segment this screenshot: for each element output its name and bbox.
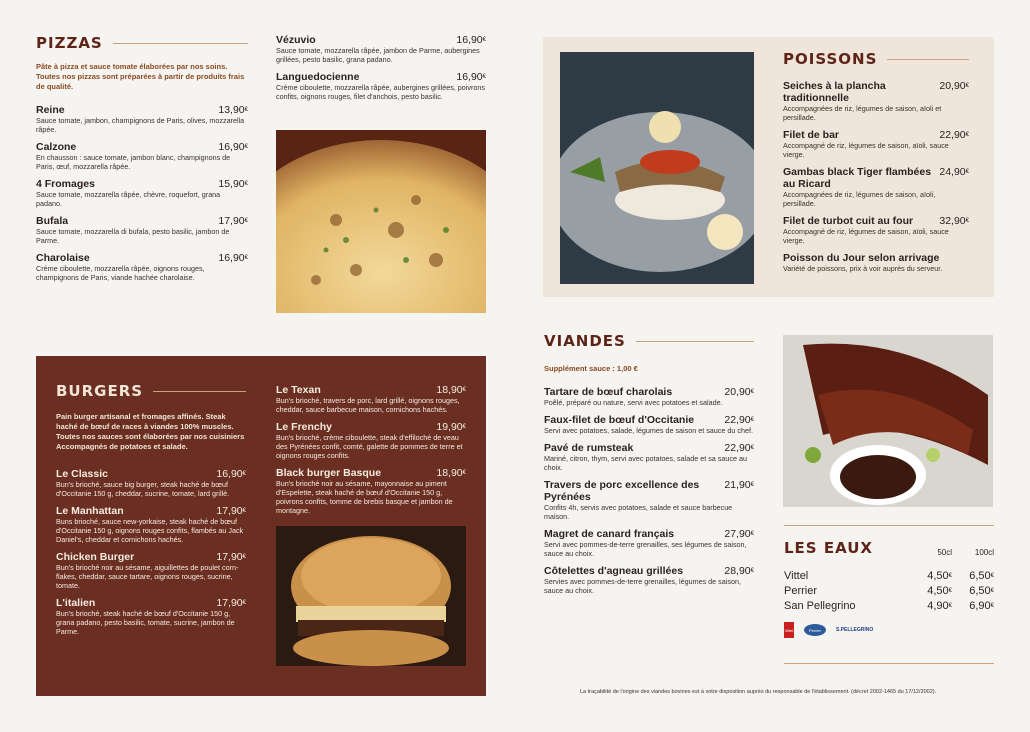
water-price-p2 xyxy=(952,599,994,614)
menu-item-name: Le Manhattan xyxy=(56,505,124,517)
menu-item-price xyxy=(724,565,754,577)
price-value: 6,50 xyxy=(969,570,991,582)
menu-item-name: Languedocienne xyxy=(276,71,360,83)
menu-item xyxy=(544,386,754,407)
menu-item-name: Le Classic xyxy=(56,468,108,480)
water-row xyxy=(784,569,994,584)
currency-symbol: € xyxy=(948,588,952,594)
menu-item xyxy=(56,597,246,636)
menu-item-price xyxy=(939,80,969,92)
menu-item xyxy=(783,166,969,208)
menu-item-desc: Buns brioché, sauce new-yorkaise, steak haché de bœuf d'Occitanie 150 g, oignons rouges confits, flambés au Jack Daniel's, cheddar et cornichons hachés. xyxy=(56,517,244,544)
menu-item-desc: Servi avec potatoes, salade, légumes de saison et sauce du chef. xyxy=(544,426,753,435)
footer-note: La traçabilité de l'origine des viandes bovines est à votre disposition auprès du responsable de l'établissement. (décret 2002-1465 du 17/12/2002). xyxy=(580,689,937,695)
pizzas-list xyxy=(36,104,248,282)
menu-item-head xyxy=(36,178,248,190)
menu-item-head xyxy=(783,166,969,190)
menu-item-name: Charolaise xyxy=(36,252,90,264)
menu-item xyxy=(56,505,246,544)
eaux-list xyxy=(784,569,994,614)
menu-item-name: Reine xyxy=(36,104,65,116)
currency-symbol: € xyxy=(242,471,246,477)
menu-item-name: Pavé de rumsteak xyxy=(544,442,634,454)
menu-item-desc: Crème ciboulette, mozzarella râpée, aubergines grillées, poivrons confits, oignons rouges, filet d'anchois, pesto basilic. xyxy=(276,83,485,101)
menu-item-name: Faux-filet de bœuf d'Occitanie xyxy=(544,414,695,426)
menu-item-head xyxy=(36,215,248,227)
menu-item-head xyxy=(544,479,754,503)
menu-item-head xyxy=(36,141,248,153)
currency-symbol: € xyxy=(244,218,248,224)
menu-item xyxy=(544,479,754,521)
menu-item-price xyxy=(218,178,248,190)
menu-item-price xyxy=(456,34,486,46)
currency-symbol: € xyxy=(750,445,754,451)
currency-symbol: € xyxy=(462,470,466,476)
menu-item-desc: Accompagnées de riz, légumes de saison, aïoli et persillade. xyxy=(783,104,942,122)
menu-item-name: Poisson du Jour selon arrivage xyxy=(783,252,940,264)
menu-item-desc: Sauce tomate, mozzarella di bufala, pesto basilic, jambon de Parme. xyxy=(36,227,230,245)
pizzas-section-2 xyxy=(276,34,486,108)
menu-item xyxy=(544,528,754,558)
currency-symbol: € xyxy=(750,417,754,423)
price-value: 17,90 xyxy=(216,505,243,517)
price-value: 6,90 xyxy=(969,600,991,612)
menu-item-name: Chicken Burger xyxy=(56,551,135,563)
water-price-p2 xyxy=(952,584,994,599)
menu-item-head xyxy=(544,414,754,426)
menu-item-desc: Poêlé, préparé ou nature, servi avec potatoes et salade. xyxy=(544,398,723,407)
burgers-panel xyxy=(36,356,486,696)
currency-symbol: € xyxy=(482,74,486,80)
price-value: 28,90 xyxy=(724,565,751,577)
price-value: 4,90 xyxy=(927,600,949,612)
water-price-p1 xyxy=(910,584,952,599)
menu-item-desc: Accompagné de riz, légumes de saison, aïoli, sauce vierge. xyxy=(783,141,949,159)
menu-item-desc: Accompagnées de riz, légumes de saison, aïoli, persillade. xyxy=(783,190,936,208)
price-value: 13,90 xyxy=(218,104,245,116)
price-value: 20,90 xyxy=(939,80,966,92)
vittel-logo: Vittel xyxy=(784,622,794,638)
menu-item xyxy=(56,551,246,590)
currency-symbol: € xyxy=(750,568,754,574)
burgers-intro: Pain burger artisanal et fromages affinés. Steak haché de bœuf de races à viandes 100% muscles. Toutes nos sauces sont élaborées par nos cuisiniers Accompagnés de potatoes et salade. xyxy=(56,412,245,451)
currency-symbol: € xyxy=(750,482,754,488)
price-value: 16,90 xyxy=(218,252,245,264)
menu-item-price xyxy=(218,104,248,116)
price-value: 18,90 xyxy=(436,384,463,396)
menu-item-price xyxy=(216,505,246,517)
menu-item-head xyxy=(56,505,246,517)
menu-item-price xyxy=(939,166,969,178)
menu-item-price xyxy=(216,551,246,563)
currency-symbol: € xyxy=(242,554,246,560)
meat-photo xyxy=(783,335,993,507)
menu-item xyxy=(783,129,969,159)
burgers-col-1 xyxy=(56,382,246,643)
currency-symbol: € xyxy=(482,37,486,43)
water-name: San Pellegrino xyxy=(784,600,856,612)
menu-item-head xyxy=(544,386,754,398)
menu-item xyxy=(783,252,969,273)
poissons-list xyxy=(783,80,969,273)
currency-symbol: € xyxy=(990,603,994,609)
price-value: 16,90 xyxy=(456,71,483,83)
menu-item-head xyxy=(783,252,969,264)
menu-item-name: Vézuvio xyxy=(276,34,316,46)
eaux-header xyxy=(784,539,994,557)
menu-item-desc: Bun's brioché, sauce big burger, steak haché de bœuf d'Occitanie 150 g, cheddar, sucrine, tomate, lard grillé. xyxy=(56,480,230,498)
menu-item xyxy=(36,104,248,134)
menu-item xyxy=(56,468,246,498)
price-value: 16,90 xyxy=(456,34,483,46)
menu-item-desc: Crème ciboulette, mozzarella râpée, oignons rouges, champignons de Paris, viande hachée charolaise. xyxy=(36,264,205,282)
poissons-title: POISSONS xyxy=(783,50,969,68)
perrier-logo: Perrier xyxy=(804,624,826,636)
fish-photo xyxy=(560,52,754,284)
currency-symbol: € xyxy=(948,603,952,609)
menu-item-name: Filet de turbot cuit au four xyxy=(783,215,914,227)
menu-item-name: 4 Fromages xyxy=(36,178,95,190)
menu-item xyxy=(36,141,248,171)
menu-item-name: Travers de porc excellence des Pyrénées xyxy=(544,479,700,503)
menu-item-head xyxy=(783,129,969,141)
menu-item xyxy=(783,80,969,122)
price-value: 15,90 xyxy=(218,178,245,190)
currency-symbol: € xyxy=(965,132,969,138)
menu-item-price xyxy=(218,141,248,153)
menu-item-head xyxy=(544,528,754,540)
menu-item xyxy=(36,252,248,282)
menu-item-head xyxy=(783,80,969,104)
currency-symbol: € xyxy=(242,600,246,606)
menu-item-price xyxy=(216,468,246,480)
menu-item-head xyxy=(56,551,246,563)
menu-item xyxy=(544,442,754,472)
menu-item-desc: Servi avec pommes-de-terre grenailles, ses légumes de saison, sauce au choix. xyxy=(544,540,747,558)
menu-item-head xyxy=(544,565,754,577)
water-row xyxy=(784,584,994,599)
currency-symbol: € xyxy=(750,389,754,395)
price-value: 19,90 xyxy=(436,421,463,433)
menu-item-price xyxy=(218,252,248,264)
currency-symbol: € xyxy=(965,83,969,89)
price-value: 17,90 xyxy=(216,551,243,563)
menu-item-head xyxy=(36,104,248,116)
menu-item-head xyxy=(783,215,969,227)
water-price-p2 xyxy=(952,569,994,584)
menu-item-name: Calzone xyxy=(36,141,77,153)
poissons-col xyxy=(783,50,969,280)
pizzas-title: PIZZAS xyxy=(36,34,248,52)
price-value: 24,90 xyxy=(939,166,966,178)
currency-symbol: € xyxy=(965,169,969,175)
price-value: 4,50 xyxy=(927,570,949,582)
menu-item-price xyxy=(724,414,754,426)
menu-item-price xyxy=(724,528,754,540)
menu-item-head xyxy=(36,252,248,264)
water-name: Perrier xyxy=(784,585,818,597)
currency-symbol: € xyxy=(948,573,952,579)
menu-item-name: Gambas black Tiger flambées au Ricard xyxy=(783,166,932,190)
menu-item-name: Magret de canard français xyxy=(544,528,675,540)
menu-item-head xyxy=(276,34,486,46)
menu-item-desc: Variété de poissons, prix à voir auprès du serveur. xyxy=(783,264,943,273)
price-value: 32,90 xyxy=(939,215,966,227)
menu-item-name: Filet de bar xyxy=(783,129,840,141)
price-value: 27,90 xyxy=(724,528,751,540)
price-value: 17,90 xyxy=(218,215,245,227)
menu-item-price xyxy=(436,467,466,479)
price-value: 21,90 xyxy=(724,479,751,491)
menu-item xyxy=(276,467,466,515)
price-value: 6,50 xyxy=(969,585,991,597)
viandes-list xyxy=(544,386,754,595)
price-value: 22,90 xyxy=(724,442,751,454)
menu-item-desc: Bun's brioché, crème ciboulette, steak d'effiloché de veau des Pyrénées confit, comté, galette de pommes de terre et oignons rouges confits. xyxy=(276,433,463,460)
menu-item-price xyxy=(939,129,969,141)
menu-item-head xyxy=(276,421,466,433)
menu-item xyxy=(36,178,248,208)
price-value: 18,90 xyxy=(436,467,463,479)
currency-symbol: € xyxy=(990,573,994,579)
burgers-list xyxy=(56,468,246,636)
pizzas-intro: Pâte à pizza et sauce tomate élaborées par nos soins. Toutes nos pizzas sont préparées à partir de produits frais de qualité. xyxy=(36,62,245,91)
menu-item-desc: Accompagné de riz, légumes de saison, aïoli, sauce vierge. xyxy=(783,227,949,245)
menu-item xyxy=(276,421,466,460)
menu-item-desc: En chausson : sauce tomate, jambon blanc, champignons de Paris, œuf, mozzarella râpée. xyxy=(36,153,231,171)
menu-item-desc: Sauce tomate, jambon, champignons de Paris, olives, mozzarella râpée. xyxy=(36,116,245,134)
burgers-col-2 xyxy=(276,384,466,522)
menu-item-name: Côtelettes d'agneau grillées xyxy=(544,565,684,577)
menu-item-desc: Bun's brioché, travers de porc, lard grillé, oignons rouges, cheddar, sauce barbecue maison, cornichons hachés. xyxy=(276,396,460,414)
menu-item-desc: Bun's brioché noir au sésame, mayonnaise au piment d'Espelette, steak haché de bœuf d'Occitanie 150 g, poivrons confits, tomme de brebis basque et jambon de montagne. xyxy=(276,479,453,515)
currency-symbol: € xyxy=(462,424,466,430)
menu-item-price xyxy=(724,442,754,454)
burgers-list-2 xyxy=(276,384,466,515)
menu-item-name: Le Frenchy xyxy=(276,421,333,433)
eaux-col-100cl: 100cl xyxy=(974,548,994,557)
poissons-panel xyxy=(543,37,994,297)
menu-item-desc: Confits 4h, servis avec potatoes, salade et sauce barbecue maison. xyxy=(544,503,733,521)
menu-item-desc: Bun's brioché, steak haché de bœuf d'Occitanie 150 g, grana padano, pesto basilic, tomate, sucrine, jambon de Parme. xyxy=(56,609,235,636)
price-value: 22,90 xyxy=(939,129,966,141)
pizza-photo xyxy=(276,130,486,313)
menu-item-name: Le Texan xyxy=(276,384,321,396)
currency-symbol: € xyxy=(242,508,246,514)
pizzas-list-2 xyxy=(276,34,486,101)
menu-item-price xyxy=(436,384,466,396)
san-pellegrino-logo: S.PELLEGRINO xyxy=(836,627,874,633)
menu-item-head xyxy=(56,468,246,480)
burger-photo xyxy=(276,526,466,666)
menu-item-head xyxy=(544,442,754,454)
burgers-title: BURGERS xyxy=(56,382,246,400)
eaux-section xyxy=(784,539,994,638)
menu-item-name: Bufala xyxy=(36,215,69,227)
menu-item xyxy=(783,215,969,245)
water-price-p1 xyxy=(910,599,952,614)
menu-item xyxy=(36,215,248,245)
menu-item-head xyxy=(276,71,486,83)
menu-item xyxy=(276,384,466,414)
menu-item-name: Seiches à la plancha traditionnelle xyxy=(783,80,886,104)
water-price-p1 xyxy=(910,569,952,584)
price-value: 22,90 xyxy=(724,414,751,426)
menu-item-head xyxy=(276,467,466,479)
menu-item-price xyxy=(436,421,466,433)
menu-item-price xyxy=(216,597,246,609)
price-value: 16,90 xyxy=(218,141,245,153)
menu-item-desc: Bun's brioché noir au sésame, aiguillettes de poulet corn-flakes, cheddar, sauce tartare, oignons rouges, sucrine, tomate. xyxy=(56,563,239,590)
menu-item-desc: Sauce tomate, mozzarella râpée, jambon de Parme, aubergines grillées, pesto basilic, grana padano. xyxy=(276,46,480,64)
currency-symbol: € xyxy=(750,531,754,537)
menu-item-name: Tartare de bœuf charolais xyxy=(544,386,673,398)
currency-symbol: € xyxy=(244,255,248,261)
menu-item-desc: Sauce tomate, mozzarella râpée, chèvre, roquefort, grana padano. xyxy=(36,190,221,208)
water-name: Vittel xyxy=(784,570,809,582)
eaux-bottom-rule xyxy=(784,663,994,664)
viandes-title: VIANDES xyxy=(544,332,754,350)
currency-symbol: € xyxy=(244,107,248,113)
eaux-col-50cl: 50cl xyxy=(937,548,952,557)
water-row xyxy=(784,599,994,614)
menu-item-desc: Servies avec pommes-de-terre grenailles, légumes de saison, sauce au choix. xyxy=(544,577,741,595)
menu-item xyxy=(276,71,486,101)
price-value: 20,90 xyxy=(724,386,751,398)
price-value: 17,90 xyxy=(216,597,243,609)
eaux-title: LES EAUX xyxy=(784,539,873,557)
currency-symbol: € xyxy=(244,181,248,187)
viandes-section xyxy=(544,332,754,602)
eaux-top-rule xyxy=(784,525,994,526)
currency-symbol: € xyxy=(990,588,994,594)
menu-item-head xyxy=(276,384,466,396)
currency-symbol: € xyxy=(462,387,466,393)
menu-item-price xyxy=(724,386,754,398)
menu-item-name: Black burger Basque xyxy=(276,467,382,479)
menu-item xyxy=(544,565,754,595)
menu-item xyxy=(544,414,754,435)
currency-symbol: € xyxy=(244,144,248,150)
water-logos xyxy=(784,622,994,638)
menu-item-price xyxy=(218,215,248,227)
viandes-supplement: Supplément sauce : 1,00 € xyxy=(544,364,638,373)
menu-item-head xyxy=(56,597,246,609)
menu-item-price xyxy=(724,479,754,491)
price-value: 16,90 xyxy=(216,468,243,480)
pizzas-section xyxy=(36,34,248,289)
menu-item-price xyxy=(939,215,969,227)
currency-symbol: € xyxy=(965,218,969,224)
menu-item-name: L'italien xyxy=(56,597,96,609)
menu-item-price xyxy=(456,71,486,83)
price-value: 4,50 xyxy=(927,585,949,597)
menu-item-desc: Mariné, citron, thym, servi avec potatoes, salade et sa sauce au choix. xyxy=(544,454,747,472)
menu-item xyxy=(276,34,486,64)
